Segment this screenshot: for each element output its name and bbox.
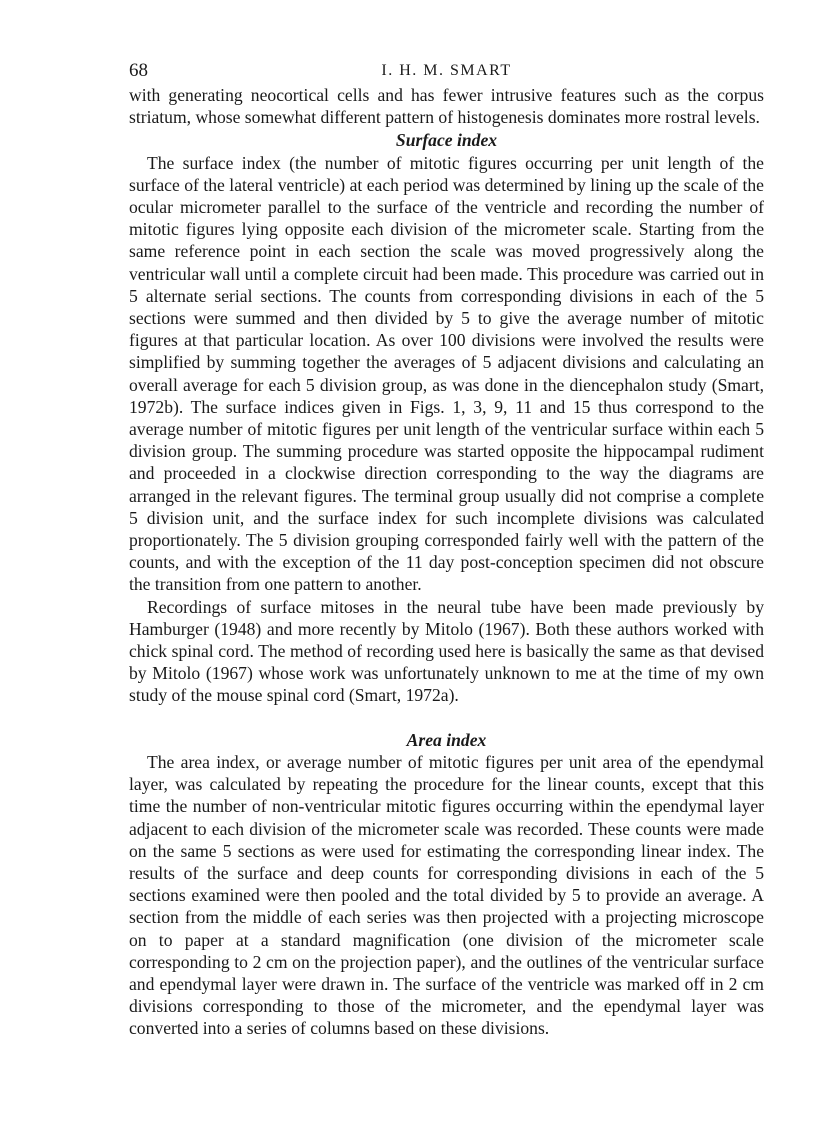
surface-index-section [129, 129, 764, 706]
section-heading-surface-index: Surface index [395, 130, 498, 151]
page-number: 68 [129, 60, 148, 81]
intro-section [129, 84, 764, 128]
journal-page [129, 58, 764, 1040]
intro-paragraph: with generating neocortical cells and has fewer intrusive features such as the corpus striatum, whose somewhat different pattern of histogenesis dominates more rostral levels. [129, 85, 764, 128]
page-header [129, 58, 764, 84]
body-paragraph: The area index, or average number of mitotic figures per unit area of the ependymal layer, was calculated by repeating the procedure for the linear counts, except that this time the number of non-ventricular mitotic figures occurring within the ependymal layer adjacent to each division of the micrometer scale was recorded. These counts were made on the same 5 sections as were used for estimating the corresponding linear index. The results of the surface and deep counts for corresponding divisions in each of the 5 sections examined were then pooled and the total divided by 5 to provide an average. A section from the middle of each series was then projected with a projecting microscope on to paper at a standard magnification (one division of the micrometer scale corresponding to 2 cm on the projection paper), and the outlines of the ventricular surface and ependymal layer were drawn in. The surface of the ventricle was marked off in 2 cm divisions corresponding to those of the micrometer, and the ependymal layer was converted into a series of columns based on these divisions. [129, 751, 764, 1039]
section-heading-area-index: Area index [406, 729, 487, 750]
body-paragraph: Recordings of surface mitoses in the neural tube have been made previously by Hamburger (1948) and more recently by Mitolo (1967). Both these authors worked with chick spinal cord. The method of recording used here is basically the same as that devised by Mitolo (1967) whose work was unfortunately unknown to me at the time of my own study of the mouse spinal cord (Smart, 1972a). [129, 596, 764, 706]
running-head: I. H. M. SMART [381, 62, 512, 79]
area-index-section [129, 729, 764, 1040]
body-paragraph: The surface index (the number of mitotic figures occurring per unit length of the surface of the lateral ventricle) at each period was determined by lining up the scale of the ocular micrometer parallel to the surface of the ventricle and recording the number of mitotic figures lying opposite each division of the micrometer scale. Starting from the same reference point in each section the scale was moved progressively along the ventricular wall until a complete circuit had been made. This procedure was carried out in 5 alternate serial sections. The counts from corresponding divisions in each of the 5 sections were summed and then divided by 5 to give the average number of mitotic figures at that particular location. As over 100 divisions were involved the results were simplified by summing together the averages of 5 adjacent divisions and calculating an overall average for each 5 division group, as was done in the diencephalon study (Smart, 1972b). The surface indices given in Figs. 1, 3, 9, 11 and 15 thus correspond to the average number of mitotic figures per unit length of the ventricular surface within each 5 division group. The summing procedure was started opposite the hippocampal rudiment and proceeded in a clockwise direction corresponding to the way the diagrams are arranged in the relevant figures. The terminal group usually did not comprise a complete 5 division unit, and the surface index for such incomplete divisions was calculated proportionately. The 5 division grouping corresponded fairly well with the pattern of the counts, and with the exception of the 11 day post-conception specimen did not obscure the transition from one pattern to another. [129, 152, 764, 595]
